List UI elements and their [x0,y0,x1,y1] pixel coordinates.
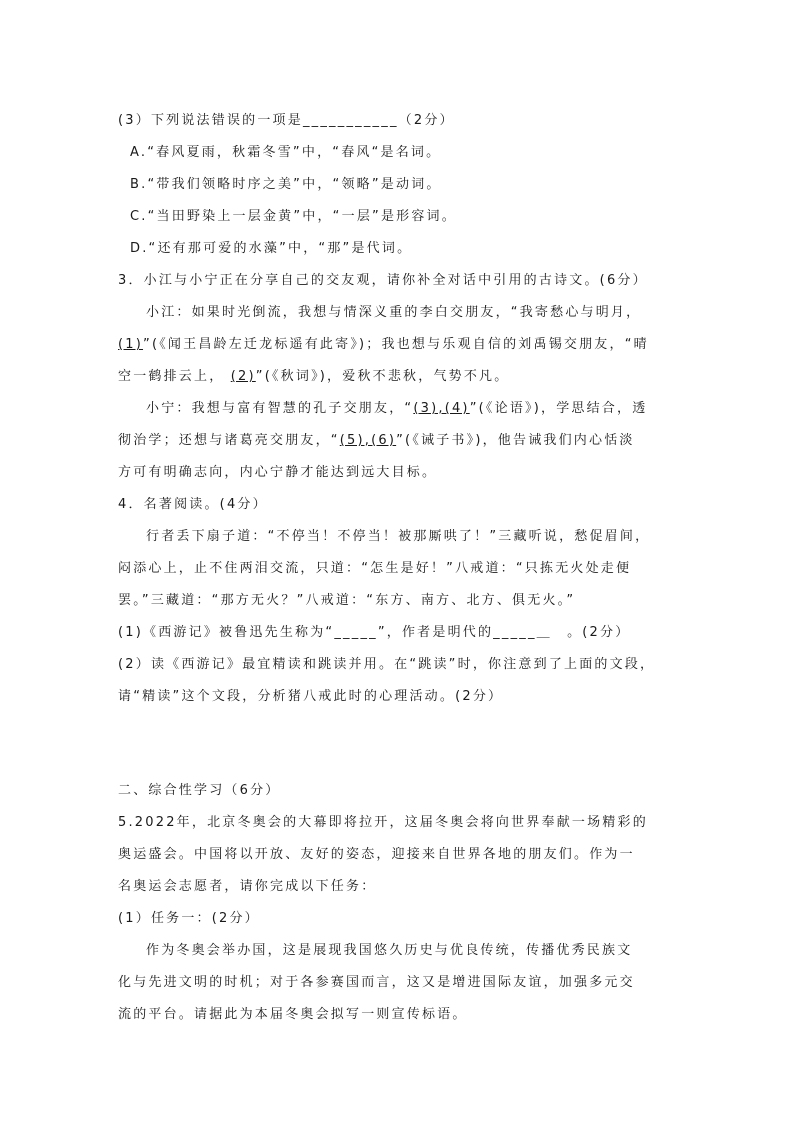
section2-heading: 二、综合性学习（6分） [118,783,281,798]
task1-line1: 作为冬奥会举办国，这是展现我国悠久历史与优良传统，传播优秀民族文 [146,943,633,958]
item3-stem: 3．小江与小宁正在分享自己的交友观，请你补全对话中引用的古诗文。(6分） [118,273,648,288]
blank-5-6[interactable]: (5),(6) [339,433,397,448]
q5-line1: 5.2022年，北京冬奥会的大幕即将拉开，这届冬奥会将向世界奉献一场精彩的 [118,815,648,830]
item4-passage-line3: 罢。”三藏道：“那方无火？”八戒道：“东方、南方、北方、俱无火。” [118,593,576,608]
item3-jiang-line2 [118,336,678,354]
item3-jiang-line3-rest: ”(《秋词》)，爱秋不悲秋，气势不凡。 [255,369,510,384]
item4-subquestion-2-line1: (2）读《西游记》最宜精读和跳读并用。在“跳读”时，你注意到了上面的文段， [118,657,656,672]
q5-line2: 奥运盛会。中国将以开放、友好的姿态，迎接来自世界各地的朋友们。作为一 [118,847,635,862]
item4-subquestion-2-line2: 请“精读”这个文段，分析猪八戒此时的心理活动。(2分） [118,689,504,704]
item3-jiang-line3-pre: 空一鹤排云上， [118,369,225,384]
task1-heading: (1）任务一：(2分） [118,911,260,926]
item4-subquestion-1: (1)《西游记》被鲁迅先生称为“_____”，作者是明代的_____＿ 。(2分） [118,625,631,640]
item3-ning-line1-rest: ”(《论语》)，学思结合，透 [469,401,648,416]
item4-passage-line1: 行者丢下扇子道：“不停当！不停当！被那厮哄了！”三藏听说，愁促眉间， [146,529,651,544]
q3-option-a: A.“春风夏雨，秋霜冬雪”中，“春风“是名词。 [130,145,442,160]
q3-option-c: C.“当田野染上一层金黄”中，“一层”是形容词。 [130,209,457,224]
item3-ning-line3: 方可有明确志向，内心宁静才能达到远大目标。 [118,465,438,480]
task1-line2: 化与先进文明的时机；对于各参赛国而言，这又是增进国际友谊，加强多元交 [118,975,635,990]
q5-line3: 名奥运会志愿者，请你完成以下任务： [118,879,377,894]
item3-jiang-line1: 小江：如果时光倒流，我想与情深义重的李白交朋友，“我寄愁心与明月， [146,305,642,320]
blank-3-4[interactable]: (3),(4) [413,401,470,416]
item3-ning-line2-pre: 彻治学；还想与诸葛亮交朋友，“ [118,433,340,448]
item4-passage-line2: 闷添心上，止不住两泪交流，只道：“怎生是好！”八戒道：“只拣无火处走便 [118,561,632,576]
q3-option-b: B.“带我们领略时序之美”中，“领略”是动词。 [130,177,442,192]
item3-ning-line1-pre: 小宁：我想与富有智慧的孔子交朋友，“ [146,401,414,416]
item3-jiang-line3 [118,368,678,386]
q3-stem: (3）下列说法错误的一项是___________（2分） [118,113,455,128]
item3-ning-line1 [146,400,706,418]
blank-2[interactable]: (2) [230,369,256,384]
task1-line3: 流的平台。请据此为本届冬奥会拟写一则宣传标语。 [118,1007,468,1022]
item3-ning-line2-rest: ”(《诫子书》)，他告诫我们内心恬淡 [396,433,635,448]
item3-jiang-line2-rest: ”(《闻王昌龄左迁龙标遥有此寄》)；我也想与乐观自信的刘禹锡交朋友，“晴 [143,337,649,352]
item3-ning-line2 [118,432,678,450]
blank-1[interactable]: (1) [118,337,144,352]
item4-stem: 4．名著阅读。(4分） [118,497,268,512]
q3-option-d: D.“还有那可爱的水藻”中，“那”是代词。 [130,241,413,256]
